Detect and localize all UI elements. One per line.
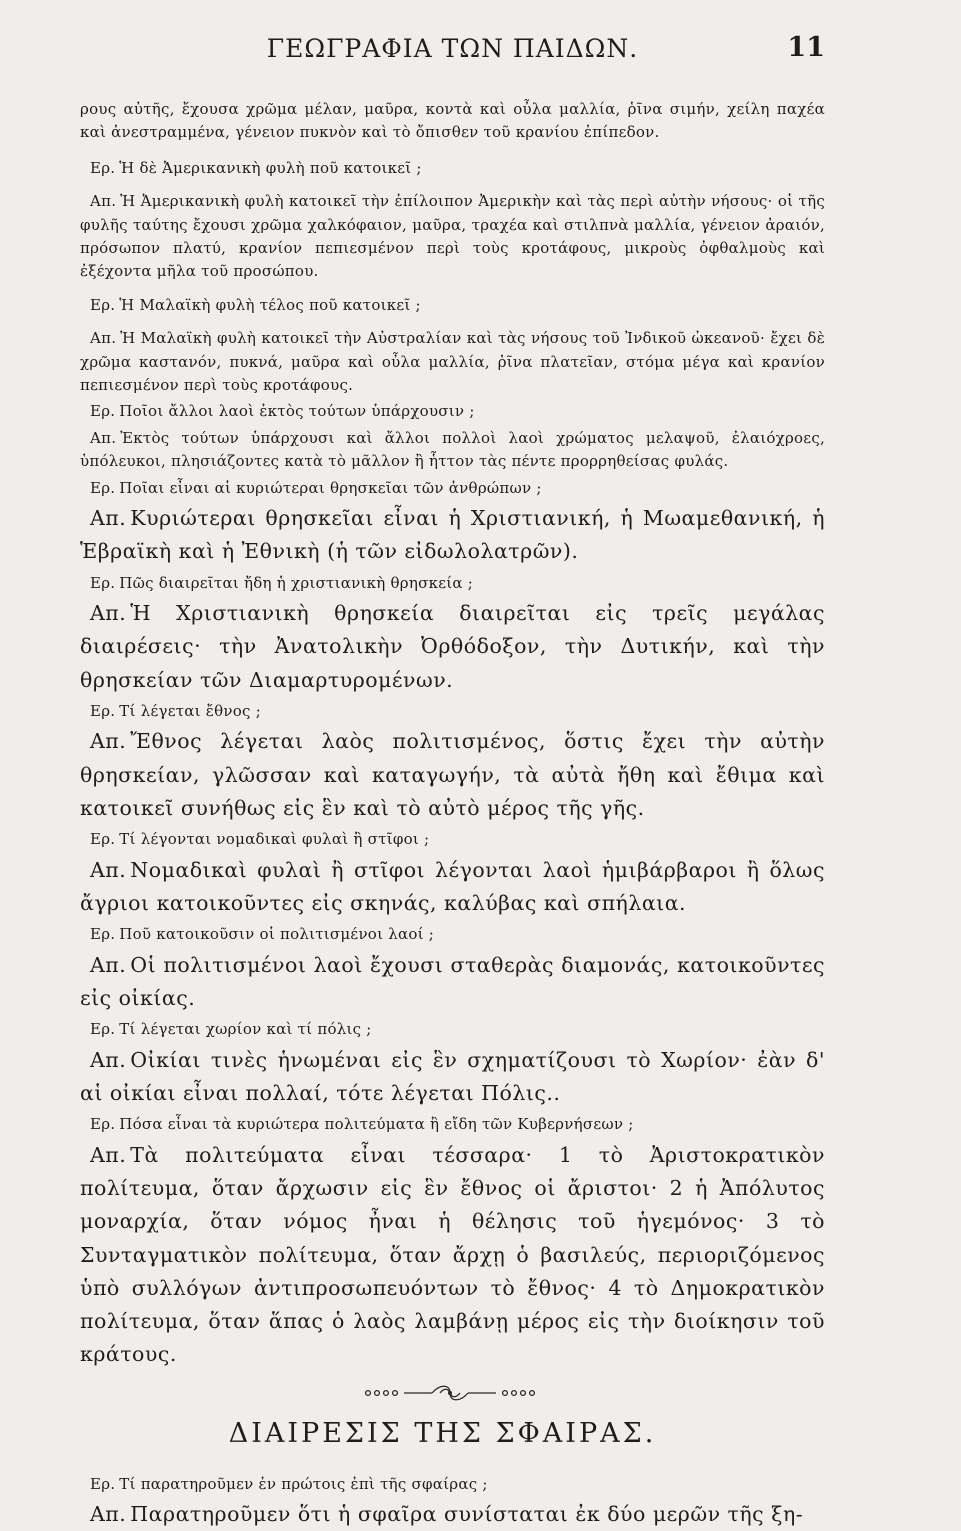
ornament-divider xyxy=(360,1382,540,1404)
question-label: Ερ. xyxy=(90,573,116,592)
answer-text: Νομαδικαὶ φυλαὶ ἢ στῖφοι λέγονται λαοὶ ἡμιβάρβαροι ἢ ὅλως ἄγριοι κατοικοῦντες εἰς σκηνάς, καλύβας καὶ σπήλαια. xyxy=(80,857,825,915)
answer-american-race xyxy=(80,190,825,284)
question-village-city xyxy=(80,1018,825,1041)
question-american-race xyxy=(80,157,825,180)
answer-label: Απ. xyxy=(90,428,117,447)
question-christian-divisions xyxy=(80,572,825,595)
question-label: Ερ. xyxy=(90,158,116,177)
question-text: Ἡ Μαλαϊκὴ φυλὴ τέλος ποῦ κατοικεῖ ; xyxy=(119,295,421,314)
page-number: 11 xyxy=(787,32,825,63)
question-governments xyxy=(80,1113,825,1136)
question-text: Τί παρατηροῦμεν ἐν πρώτοις ἐπὶ τῆς σφαίρας ; xyxy=(119,1474,488,1493)
question-nation xyxy=(80,700,825,723)
question-text: Τί λέγεται ἔθνος ; xyxy=(119,701,261,720)
answer-label: Απ. xyxy=(90,1502,127,1527)
question-civilized-peoples xyxy=(80,923,825,946)
answer-christian-divisions xyxy=(80,597,825,697)
question-label: Ερ. xyxy=(90,1474,116,1493)
question-label: Ερ. xyxy=(90,830,116,849)
question-label: Ερ. xyxy=(90,1020,116,1039)
question-label: Ερ. xyxy=(90,1115,116,1134)
answer-text: Ἔθνος λέγεται λαὸς πολιτισμένος, ὅστις ἔχει τὴν αὐτὴν θρησκείαν, γλῶσσαν καὶ καταγωγήν, τὰ αὐτὰ ἤθη καὶ ἔθιμα καὶ κατοικεῖ συνήθως εἰς ἓν καὶ τὸ αὐτὸ μέρος τῆς γῆς. xyxy=(80,729,825,820)
paragraph-text: ρους αὐτῆς, ἔχουσα χρῶμα μέλαν, μαῦρα, κοντὰ καὶ οὖλα μαλλία, ῥῖνα σιμήν, χείλη παχέα καὶ ἀνεστραμμένα, γένειον πυκνὸν καὶ τὸ ὄπισθεν τοῦ κρανίου ἐπίπεδον. xyxy=(80,100,825,142)
question-text: Ποῖοι ἄλλοι λαοὶ ἐκτὸς τούτων ὑπάρχουσιν ; xyxy=(119,402,475,421)
question-sphere-parts xyxy=(80,1473,825,1496)
question-text: Τί λέγονται νομαδικαὶ φυλαὶ ἢ στῖφοι ; xyxy=(119,830,430,849)
question-text: Ποῦ κατοικοῦσιν οἱ πολιτισμένοι λαοί ; xyxy=(119,925,435,944)
answer-sphere-parts xyxy=(80,1498,825,1531)
question-nomadic-tribes xyxy=(80,828,825,851)
answer-label: Απ. xyxy=(90,1142,127,1167)
question-other-peoples xyxy=(80,400,825,423)
answer-text: Οἰκίαι τινὲς ἡνωμέναι εἰς ἓν σχηματίζουσι τὸ Χωρίον· ἐὰν δ' αἱ οἰκίαι εἶναι πολλαί, τότε λέγεται Πόλις.. xyxy=(80,1047,825,1105)
question-text: Πῶς διαιρεῖται ἤδη ἡ χριστιανικὴ θρησκεία ; xyxy=(119,573,474,592)
question-label: Ερ. xyxy=(90,701,116,720)
running-title: ΓΕΩΓΡΑΦΙΑ ΤΩΝ ΠΑΙΔΩΝ. xyxy=(266,34,639,63)
section-heading: ΔΙΑΙΡΕΣΙΣ ΤΗΣ ΣΦΑΙΡΑΣ. xyxy=(228,1417,657,1449)
answer-label: Απ. xyxy=(90,601,127,626)
question-label: Ερ. xyxy=(90,402,116,421)
question-text: Πόσα εἶναι τὰ κυριώτερα πολιτεύματα ἢ εἴδη τῶν Κυβερνήσεων ; xyxy=(119,1115,634,1134)
answer-civilized-peoples xyxy=(80,949,825,1016)
question-malay-race xyxy=(80,294,825,317)
answer-label: Απ. xyxy=(90,329,117,348)
answer-text: Ἡ Ἀμερικανικὴ φυλὴ κατοικεῖ τὴν ἐπίλοιπον Ἀμερικὴν καὶ τὰς περὶ αὐτὴν νήσους· οἱ τῆς φυλῆς ταύτης ἔχουσι χρῶμα χαλκόφαιον, μαῦρα, τραχέα καὶ στιλπνὰ μαλλία, γένειον ἀραιόν, πρόσωπον πλατύ, κρανίον πεπιεσμένον περὶ τοὺς κροτάφους, μικροὺς ὀφθαλμοὺς καὶ ἐξέχοντα μῆλα τοῦ προσώπου. xyxy=(80,192,825,281)
answer-label: Απ. xyxy=(90,192,117,211)
answer-text: Ἐκτὸς τούτων ὑπάρχουσι καὶ ἄλλοι πολλοὶ λαοὶ χρώματος μελαψοῦ, ἐλαιόχροες, ὑπόλευκοι, πλησιάζοντες κατὰ τὸ μᾶλλον ἢ ἧττον τὰς πέντε προρρηθείσας φυλάς. xyxy=(80,428,825,471)
answer-label: Απ. xyxy=(90,857,127,882)
answer-other-peoples xyxy=(80,427,825,474)
page-header xyxy=(80,30,825,70)
answer-village-city xyxy=(80,1044,825,1111)
fleuron-icon xyxy=(360,1382,540,1404)
answer-text: Παρατηροῦμεν ὅτι ἡ σφαῖρα συνίσταται ἐκ δύο μερῶν τῆς ξη- xyxy=(130,1502,804,1527)
question-label: Ερ. xyxy=(90,295,116,314)
answer-text: Τὰ πολιτεύματα εἶναι τέσσαρα· 1 τὸ Ἀριστοκρατικὸν πολίτευμα, ὅταν ἄρχωσιν εἰς ἓν ἔθνος οἱ ἄριστοι· 2 ἡ Ἀπόλυτος μοναρχία, ὅταν νόμος ἦναι ἡ θέλησις τοῦ ἡγεμόνος· 3 τὸ Συνταγματικὸν πολίτευμα, ὅταν ἄρχῃ ὁ βασιλεύς, περιοριζόμενος ὑπὸ συλλόγων ἀντιπροσωπευόντων τὸ ἔθνος· 4 τὸ Δημοκρατικὸν πολίτευμα, ὅταν ἅπας ὁ λαὸς λαμβάνῃ μέρος εἰς τὴν διοίκησιν τοῦ κράτους. xyxy=(80,1142,825,1367)
answer-label: Απ. xyxy=(90,1047,127,1072)
paragraph-continuation xyxy=(80,98,825,145)
page-body xyxy=(80,85,825,1531)
answer-label: Απ. xyxy=(90,729,127,754)
question-text: Ποῖαι εἶναι αἱ κυριώτεραι θρησκεῖαι τῶν ἀνθρώπων ; xyxy=(119,478,542,497)
answer-label: Απ. xyxy=(90,506,127,531)
answer-text: Κυριώτεραι θρησκεῖαι εἶναι ἡ Χριστιανική, ἡ Μωαμεθανική, ἡ Ἑβραϊκὴ καὶ ἡ Ἐθνικὴ (ἡ τῶν εἰδωλολατρῶν). xyxy=(80,506,825,564)
question-religions xyxy=(80,477,825,500)
answer-nation xyxy=(80,725,825,825)
question-label: Ερ. xyxy=(90,925,116,944)
answer-nomadic-tribes xyxy=(80,854,825,921)
answer-text: Οἱ πολιτισμένοι λαοὶ ἔχουσι σταθερὰς διαμονάς, κατοικοῦντες εἰς οἰκίας. xyxy=(80,952,825,1010)
answer-governments xyxy=(80,1139,825,1372)
answer-text: Ἡ Μαλαϊκὴ φυλὴ κατοικεῖ τὴν Αὐστραλίαν καὶ τὰς νήσους τοῦ Ἰνδικοῦ ὠκεανοῦ· ἔχει δὲ χρῶμα καστανόν, πυκνά, μαῦρα καὶ οὖλα μαλλία, ῥῖνα πλατεῖαν, στόμα μέγα καὶ κρανίον πεπιεσμένον περὶ τοὺς κροτάφους. xyxy=(80,329,825,395)
question-text: Τί λέγεται χωρίον καὶ τί πόλις ; xyxy=(119,1020,372,1039)
answer-religions xyxy=(80,502,825,569)
answer-text: Ἡ Χριστιανικὴ θρησκεία διαιρεῖται εἰς τρεῖς μεγάλας διαιρέσεις· τὴν Ἀνατολικὴν Ὀρθόδοξον, τὴν Δυτικήν, καὶ τὴν θρησκείαν τῶν Διαμαρτυρομένων. xyxy=(80,601,825,692)
answer-label: Απ. xyxy=(90,952,127,977)
answer-malay-race xyxy=(80,327,825,397)
question-label: Ερ. xyxy=(90,478,116,497)
question-text: Ἡ δὲ Ἀμερικανικὴ φυλὴ ποῦ κατοικεῖ ; xyxy=(119,158,422,177)
